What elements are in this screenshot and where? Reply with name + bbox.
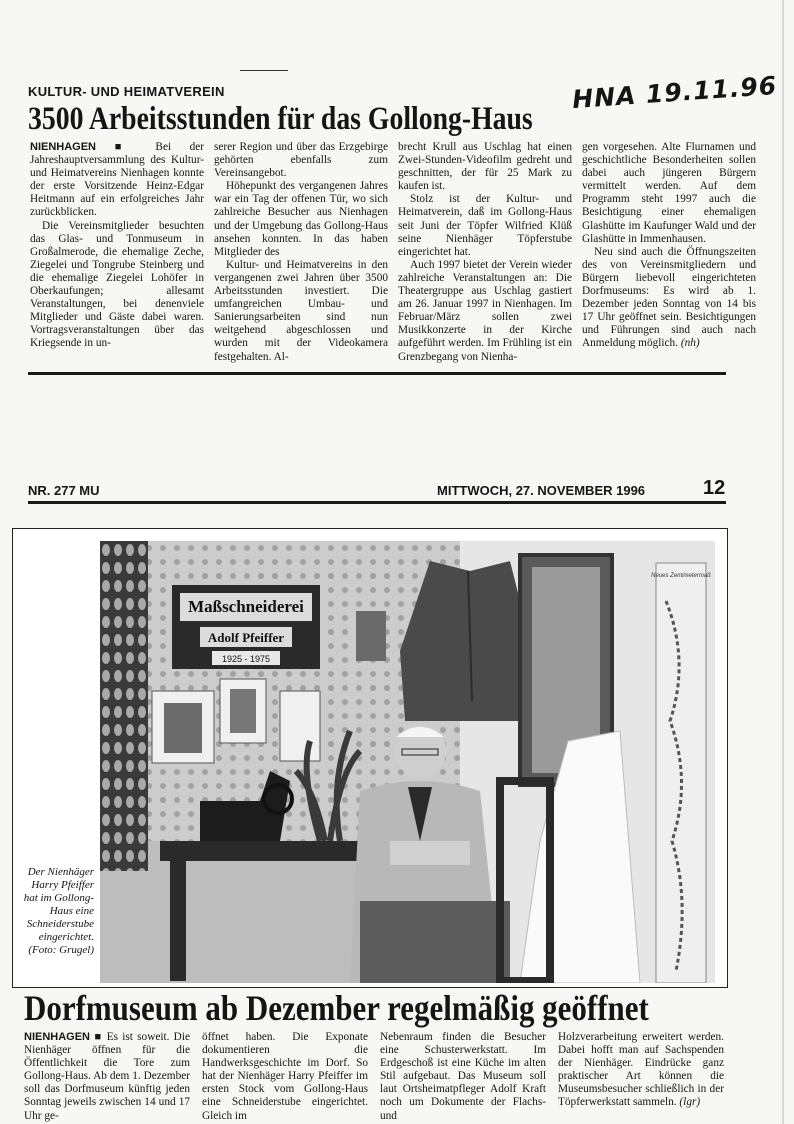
kicker-rule bbox=[240, 70, 288, 71]
photo-caption: Der Nienhäger Harry Pfeiffer hat im Gollong-Haus eine Schneiderstube eingerichtet. (Foto: Grugel) bbox=[23, 866, 94, 956]
page-number: 12 bbox=[703, 477, 726, 499]
article2-paragraph: öffnet haben. Die Exponate dokumentieren die Handwerksgeschichte im Dorf. So hat der Nienhäger Harry Pfeiffer im ersten Stock vom Gollong-Haus eine Schneiderstube eingerichtet. Gleich im bbox=[202, 1031, 368, 1122]
article1-column-3 bbox=[398, 141, 572, 364]
article1-paragraph: Auch 1997 bietet der Verein wieder zahlreiche Veranstaltungen an: Die Theatergruppe aus Uschlag gastiert am 26. Januar 1997 in Nienhagen. Im Februar/März sollen zwei Musikkonzerte in der Kirche aufgeführt werden. Im Frühling ist ein Grenzbegang von Nienha- bbox=[398, 258, 572, 363]
shop-sign-title: Maßschneiderei bbox=[188, 597, 304, 616]
article1-kicker: KULTUR- UND HEIMATVEREIN bbox=[28, 84, 225, 99]
dateline: NIENHAGEN ■ bbox=[30, 141, 137, 153]
article2-paragraph: NIENHAGEN ■ Es ist soweit. Die Nienhäger öffnen für die Öffentlichkeit die Tore zum Gollong-Haus. Ab dem 1. Dezember soll das Dorfmuseum künftig jeden Sonntag jeweils zwischen 14 und 17 Uhr ge- bbox=[24, 1031, 190, 1122]
author-signature: (nh) bbox=[680, 337, 700, 350]
shop-sign-name: Adolf Pfeiffer bbox=[207, 630, 285, 645]
author-signature: (lgr) bbox=[679, 1096, 701, 1109]
article1-headline: 3500 Arbeitsstunden für das Gollong-Haus bbox=[28, 101, 533, 137]
article1-paragraph: Stolz ist der Kultur- und Heimatverein, daß im Gollong-Haus seit Juni der Töpfer Wilfried Klüß seine Nienhäger Töpferstube eingerichtet hat. bbox=[398, 193, 572, 258]
tailor-shop-photo bbox=[100, 541, 715, 983]
tape-label: Neues Zentimetermaß bbox=[651, 573, 711, 579]
dateline: NIENHAGEN ■ bbox=[24, 1031, 103, 1043]
article1-column-2 bbox=[214, 141, 388, 364]
article1-paragraph: Neu sind auch die Öffnungszeiten des von Vereinsmitgliedern und Bürgern liebevoll eingerichteten Dorfmuseums: Es wird ab 1. Dezember jeden Sonntag von 14 bis 17 Uhr geöffnet sein. Besichtigungen und Führungen sind auch nach Anmeldung möglich. (nh) bbox=[582, 245, 756, 350]
scan-edge bbox=[782, 0, 784, 1124]
article1-paragraph: Die Vereinsmitglieder besuchten das Glas- und Tonmuseum in Großalmerode, die ehemalige Zeche, Ziegelei und Tongrube Steinberg und die ehemalige Ziegelei Lohöfer in Oberkaufungen; allesamt Veranstaltungen, bei denenviele Mitglieder und Gäste dabei waren. Vortragsveranstaltungen über das Kriegsende in un- bbox=[30, 219, 204, 350]
folio-rule bbox=[28, 501, 726, 504]
issue-date: MITTWOCH, 27. NOVEMBER 1996 bbox=[437, 483, 646, 498]
article2-headline: Dorfmuseum ab Dezember regelmäßig geöffnet bbox=[24, 988, 649, 1028]
article1-paragraph: NIENHAGEN ■ Bei der Jahreshauptversammlung des Kultur- und Heimatvereins Nienhagen konnte der erste Vorsitzende Heinz-Edgar Heitmann auf ein erfolgreiches Jahr zurückblicken. bbox=[30, 141, 204, 219]
article1-paragraph: serer Region und über das Erzgebirge gehörten ebenfalls zum Vereinsangebot. bbox=[214, 141, 388, 180]
article2-paragraph: Nebenraum finden die Besucher eine Schusterwerkstatt. Im Erdgeschoß ist eine Küche im alten Stil aufgebaut. Das Museum soll laut Ortsheimatpfleger Adolf Kraft noch um Dokumente der Flachs- und bbox=[380, 1031, 546, 1122]
article-divider bbox=[28, 372, 726, 375]
article2-column-4 bbox=[558, 1031, 724, 1123]
article1-column-4 bbox=[582, 141, 756, 364]
article1-column-1 bbox=[30, 141, 204, 364]
article1-paragraph: gen vorgesehen. Alte Flurnamen und geschichtliche Besonderheiten sollen dabei auch jüngeren Bürgern vermittelt werden. Auf dem Programm steht 1997 auch die Besichtigung einer ehemaligen Glashütte im Kaufunger Wald und der Glashütte in Immenhausen. bbox=[582, 141, 756, 245]
issue-number: NR. 277 MU bbox=[28, 483, 100, 498]
photo-credit: (Foto: Grugel) bbox=[28, 944, 94, 956]
article2-body bbox=[24, 1031, 724, 1123]
article2-paragraph: Holzverarbeitung erweitert werden. Dabei hofft man auf Sachspenden der Nienhäger. Eindrücke ganz praktischer Art können die Museumsbesucher schließlich in der Töpferwerkstatt sammeln. (lgr) bbox=[558, 1031, 724, 1109]
article2-column-3 bbox=[380, 1031, 546, 1123]
article1-paragraph: brecht Krull aus Uschlag hat einen Zwei-Stunden-Videofilm gedreht und geschnitten, der für 25 Mark zu kaufen ist. bbox=[398, 141, 572, 193]
handwritten-date-note: HNA 19.11.96 bbox=[571, 70, 779, 115]
article1-paragraph: Kultur- und Heimatvereins in den vergangenen zwei Jahren über 3500 Arbeitsstunden investiert. Die umfangreichen Umbau- und Sanierungsarbeiten sind nun weitgehend abgeschlossen und wurden mit der Videokamera festgehalten. Al- bbox=[214, 258, 388, 363]
shop-sign-years: 1925 - 1975 bbox=[221, 654, 271, 664]
article1-body bbox=[30, 141, 756, 364]
article1-paragraph: Höhepunkt des vergangenen Jahres war ein Tag der offenen Tür, wo sich zahlreiche Besucher aus Nienhagen und der Umgebung das Gollong-Haus ansehen konnten. In das haben Mitglieder des bbox=[214, 180, 388, 258]
article2-column-1 bbox=[24, 1031, 190, 1123]
article2-column-2 bbox=[202, 1031, 368, 1123]
